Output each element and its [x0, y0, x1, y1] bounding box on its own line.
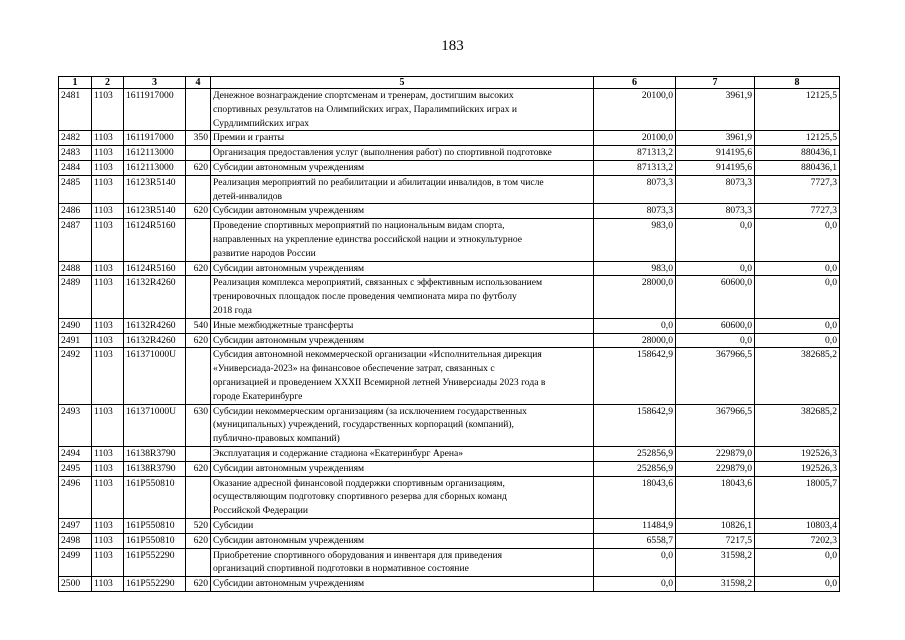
- section-code: 1103: [92, 404, 124, 446]
- row-number: 2484: [59, 160, 92, 175]
- expense-type-code: 350: [186, 131, 211, 146]
- description-cell: [211, 204, 594, 219]
- description-line: Российской Федерации: [213, 505, 308, 517]
- target-article-code: 16132R4260: [124, 318, 186, 333]
- description-line: тренировочных площадок после проведения чемпионата мира по футболу: [213, 291, 517, 303]
- section-code: 1103: [92, 461, 124, 476]
- section-code: 1103: [92, 533, 124, 548]
- amount-col7: 367966,5: [676, 348, 755, 404]
- section-code: 1103: [92, 146, 124, 161]
- description-cell: [211, 533, 594, 548]
- amount-col8: 7727,3: [755, 204, 840, 219]
- row-number: 2492: [59, 348, 92, 404]
- amount-col6: 871313,2: [594, 160, 676, 175]
- section-code: 1103: [92, 276, 124, 318]
- column-header: 1: [59, 77, 92, 89]
- row-number: 2500: [59, 577, 92, 592]
- expense-type-code: [186, 146, 211, 161]
- amount-col6: 20100,0: [594, 131, 676, 146]
- description-line: Проведение спортивных мероприятий по национальным видам спорта,: [213, 220, 505, 232]
- table-row: [59, 461, 840, 476]
- table-row: [59, 160, 840, 175]
- amount-col7: 8073,3: [676, 175, 755, 204]
- description-cell: [211, 348, 594, 404]
- table-row: [59, 518, 840, 533]
- description-cell: [211, 446, 594, 461]
- target-article-code: 161P550810: [124, 518, 186, 533]
- amount-col8: 0,0: [755, 318, 840, 333]
- expense-type-code: 620: [186, 333, 211, 348]
- row-number: 2498: [59, 533, 92, 548]
- table-row: [59, 533, 840, 548]
- amount-col6: 983,0: [594, 219, 676, 261]
- amount-col8: 18005,7: [755, 476, 840, 518]
- column-header: 7: [676, 77, 755, 89]
- amount-col7: 60600,0: [676, 318, 755, 333]
- column-header: 5: [211, 77, 594, 89]
- target-article-code: 1611917000: [124, 89, 186, 131]
- row-number: 2486: [59, 204, 92, 219]
- table-row: [59, 89, 840, 131]
- description-line: организаций спортивной подготовки в нормативное состояние: [213, 563, 469, 575]
- amount-col7: 229879,0: [676, 446, 755, 461]
- row-number: 2499: [59, 548, 92, 577]
- description-line: направленных на укрепление единства российской нации и этнокультурное: [213, 233, 523, 245]
- row-number: 2490: [59, 318, 92, 333]
- target-article-code: 1612113000: [124, 160, 186, 175]
- description-cell: [211, 146, 594, 161]
- description-cell: [211, 318, 594, 333]
- expense-type-code: 630: [186, 404, 211, 446]
- description-line: Субсидии автономным учреждениям: [213, 578, 365, 590]
- row-number: 2493: [59, 404, 92, 446]
- section-code: 1103: [92, 348, 124, 404]
- expense-type-code: [186, 548, 211, 577]
- row-number: 2494: [59, 446, 92, 461]
- target-article-code: 161P552290: [124, 577, 186, 592]
- amount-col6: 158642,9: [594, 404, 676, 446]
- description-cell: [211, 89, 594, 131]
- amount-col8: 0,0: [755, 333, 840, 348]
- target-article-code: 1612113000: [124, 146, 186, 161]
- expense-type-code: [186, 89, 211, 131]
- target-article-code: 16138R3790: [124, 461, 186, 476]
- target-article-code: 161P552290: [124, 548, 186, 577]
- row-number: 2487: [59, 219, 92, 261]
- table-body: [59, 89, 840, 592]
- row-number: 2488: [59, 261, 92, 276]
- amount-col8: 12125,5: [755, 89, 840, 131]
- amount-col6: 8073,3: [594, 204, 676, 219]
- section-code: 1103: [92, 476, 124, 518]
- amount-col6: 28000,0: [594, 333, 676, 348]
- amount-col6: 0,0: [594, 318, 676, 333]
- description-cell: [211, 333, 594, 348]
- amount-col8: 382685,2: [755, 348, 840, 404]
- description-cell: [211, 404, 594, 446]
- amount-col6: 0,0: [594, 548, 676, 577]
- expense-type-code: 620: [186, 261, 211, 276]
- target-article-code: 16124R5160: [124, 261, 186, 276]
- amount-col8: 0,0: [755, 261, 840, 276]
- amount-col7: 0,0: [676, 333, 755, 348]
- amount-col8: 0,0: [755, 219, 840, 261]
- amount-col7: 31598,2: [676, 577, 755, 592]
- expense-type-code: [186, 175, 211, 204]
- amount-col7: 18043,6: [676, 476, 755, 518]
- description-line: 2018 года: [213, 304, 252, 316]
- description-line: Субсидии автономным учреждениям: [213, 534, 365, 546]
- description-cell: [211, 461, 594, 476]
- description-line: Субсидии автономным учреждениям: [213, 334, 365, 346]
- row-number: 2485: [59, 175, 92, 204]
- description-line: Приобретение спортивного оборудования и инвентаря для приведения: [213, 549, 503, 561]
- description-line: спортивных результатов на Олимпийских играх, Паралимпийских играх и: [213, 103, 518, 115]
- row-number: 2491: [59, 333, 92, 348]
- section-code: 1103: [92, 89, 124, 131]
- table-row: [59, 446, 840, 461]
- amount-col6: 18043,6: [594, 476, 676, 518]
- description-cell: [211, 276, 594, 318]
- table-row: [59, 204, 840, 219]
- amount-col6: 6558,7: [594, 533, 676, 548]
- target-article-code: 16123R5140: [124, 175, 186, 204]
- amount-col6: 11484,9: [594, 518, 676, 533]
- table-header-row: [59, 77, 840, 89]
- description-cell: [211, 518, 594, 533]
- description-cell: [211, 219, 594, 261]
- description-cell: [211, 175, 594, 204]
- target-article-code: 16138R3790: [124, 446, 186, 461]
- description-line: Реализация мероприятий по реабилитации и абилитации инвалидов, в том числе: [213, 176, 544, 188]
- amount-col7: 229879,0: [676, 461, 755, 476]
- amount-col8: 0,0: [755, 276, 840, 318]
- table-row: [59, 348, 840, 404]
- amount-col7: 10826,1: [676, 518, 755, 533]
- target-article-code: 161P550810: [124, 476, 186, 518]
- section-code: 1103: [92, 318, 124, 333]
- row-number: 2497: [59, 518, 92, 533]
- description-line: городе Екатеринбурге: [213, 390, 303, 402]
- amount-col8: 192526,3: [755, 446, 840, 461]
- description-line: осуществляющим подготовку спортивного резерва для сборных команд: [213, 491, 507, 503]
- description-line: Субсидия автономной некоммерческой организации «Исполнительная дирекция: [213, 349, 542, 361]
- description-line: Субсидии автономным учреждениям: [213, 205, 365, 217]
- amount-col7: 914195,6: [676, 160, 755, 175]
- row-number: 2482: [59, 131, 92, 146]
- amount-col7: 914195,6: [676, 146, 755, 161]
- description-line: Субсидии некоммерческим организациям (за исключением государственных: [213, 405, 527, 417]
- column-header: 2: [92, 77, 124, 89]
- table-row: [59, 276, 840, 318]
- description-line: детей-инвалидов: [213, 190, 283, 202]
- amount-col8: 880436,1: [755, 146, 840, 161]
- section-code: 1103: [92, 548, 124, 577]
- amount-col8: 382685,2: [755, 404, 840, 446]
- table-row: [59, 548, 840, 577]
- expense-type-code: 620: [186, 204, 211, 219]
- amount-col7: 3961,9: [676, 131, 755, 146]
- description-line: Премии и гранты: [213, 132, 285, 144]
- expense-type-code: [186, 476, 211, 518]
- description-line: Оказание адресной финансовой поддержки спортивным организациям,: [213, 477, 505, 489]
- amount-col6: 871313,2: [594, 146, 676, 161]
- target-article-code: 1611917000: [124, 131, 186, 146]
- row-number: 2483: [59, 146, 92, 161]
- amount-col7: 367966,5: [676, 404, 755, 446]
- amount-col6: 252856,9: [594, 461, 676, 476]
- expense-type-code: 520: [186, 518, 211, 533]
- table-row: [59, 333, 840, 348]
- row-number: 2495: [59, 461, 92, 476]
- description-line: Эксплуатация и содержание стадиона «Екатеринбург Арена»: [213, 447, 464, 459]
- description-line: «Универсиада-2023» на финансовое обеспечение затрат, связанных с: [213, 363, 495, 375]
- amount-col6: 0,0: [594, 577, 676, 592]
- target-article-code: 161371000U: [124, 348, 186, 404]
- expense-type-code: [186, 348, 211, 404]
- budget-table: [58, 76, 840, 592]
- amount-col8: 0,0: [755, 548, 840, 577]
- expense-type-code: 620: [186, 577, 211, 592]
- description-line: Денежное вознаграждение спортсменам и тренерам, достигшим высоких: [213, 90, 514, 101]
- table-row: [59, 476, 840, 518]
- description-cell: [211, 261, 594, 276]
- table-row: [59, 404, 840, 446]
- description-line: Субсидии автономным учреждениям: [213, 262, 365, 274]
- section-code: 1103: [92, 175, 124, 204]
- target-article-code: 161P550810: [124, 533, 186, 548]
- amount-col8: 0,0: [755, 577, 840, 592]
- expense-type-code: 620: [186, 160, 211, 175]
- column-header: 8: [755, 77, 840, 89]
- description-line: Реализация комплекса мероприятий, связанных с эффективным использованием: [213, 277, 543, 289]
- description-cell: [211, 160, 594, 175]
- amount-col8: 880436,1: [755, 160, 840, 175]
- section-code: 1103: [92, 577, 124, 592]
- description-line: Организация предоставления услуг (выполнения работ) по спортивной подготовке: [213, 147, 552, 159]
- amount-col7: 3961,9: [676, 89, 755, 131]
- section-code: 1103: [92, 204, 124, 219]
- description-line: публично-правовых компаний): [213, 433, 340, 445]
- column-header: 4: [186, 77, 211, 89]
- description-line: Субсидии: [213, 519, 254, 531]
- table-row: [59, 261, 840, 276]
- description-cell: [211, 577, 594, 592]
- description-line: Субсидии автономным учреждениям: [213, 462, 365, 474]
- table-row: [59, 318, 840, 333]
- amount-col6: 20100,0: [594, 89, 676, 131]
- expense-type-code: [186, 276, 211, 318]
- table-row: [59, 175, 840, 204]
- table-row: [59, 219, 840, 261]
- amount-col7: 31598,2: [676, 548, 755, 577]
- row-number: 2496: [59, 476, 92, 518]
- amount-col7: 0,0: [676, 219, 755, 261]
- description-cell: [211, 548, 594, 577]
- target-article-code: 16132R4260: [124, 333, 186, 348]
- section-code: 1103: [92, 219, 124, 261]
- column-header: 3: [124, 77, 186, 89]
- amount-col7: 8073,3: [676, 204, 755, 219]
- row-number: 2481: [59, 89, 92, 131]
- description-line: организацией и проведением XXXII Всемирной летней Универсиады 2023 года в: [213, 376, 546, 388]
- amount-col8: 7727,3: [755, 175, 840, 204]
- table-row: [59, 131, 840, 146]
- table-row: [59, 577, 840, 592]
- description-cell: [211, 131, 594, 146]
- target-article-code: 16124R5160: [124, 219, 186, 261]
- description-cell: [211, 476, 594, 518]
- expense-type-code: 620: [186, 461, 211, 476]
- section-code: 1103: [92, 333, 124, 348]
- amount-col6: 28000,0: [594, 276, 676, 318]
- page-number: 183: [441, 38, 464, 54]
- row-number: 2489: [59, 276, 92, 318]
- amount-col6: 8073,3: [594, 175, 676, 204]
- table-row: [59, 146, 840, 161]
- expense-type-code: 540: [186, 318, 211, 333]
- section-code: 1103: [92, 131, 124, 146]
- column-header: 6: [594, 77, 676, 89]
- amount-col8: 7202,3: [755, 533, 840, 548]
- description-line: Сурдлимпийских играх: [213, 117, 310, 129]
- expense-type-code: 620: [186, 533, 211, 548]
- amount-col8: 192526,3: [755, 461, 840, 476]
- amount-col7: 60600,0: [676, 276, 755, 318]
- amount-col6: 983,0: [594, 261, 676, 276]
- target-article-code: 16132R4260: [124, 276, 186, 318]
- amount-col8: 10803,4: [755, 518, 840, 533]
- expense-type-code: [186, 446, 211, 461]
- section-code: 1103: [92, 446, 124, 461]
- section-code: 1103: [92, 518, 124, 533]
- target-article-code: 16123R5140: [124, 204, 186, 219]
- amount-col6: 252856,9: [594, 446, 676, 461]
- section-code: 1103: [92, 160, 124, 175]
- section-code: 1103: [92, 261, 124, 276]
- amount-col7: 0,0: [676, 261, 755, 276]
- description-line: Субсидии автономным учреждениям: [213, 161, 365, 173]
- description-line: развитие народов России: [213, 247, 316, 259]
- amount-col8: 12125,5: [755, 131, 840, 146]
- target-article-code: 161371000U: [124, 404, 186, 446]
- description-line: Иные межбюджетные трансферты: [213, 319, 354, 331]
- amount-col6: 158642,9: [594, 348, 676, 404]
- description-line: (муниципальных) учреждений, государственных корпораций (компаний),: [213, 419, 514, 431]
- amount-col7: 7217,5: [676, 533, 755, 548]
- expense-type-code: [186, 219, 211, 261]
